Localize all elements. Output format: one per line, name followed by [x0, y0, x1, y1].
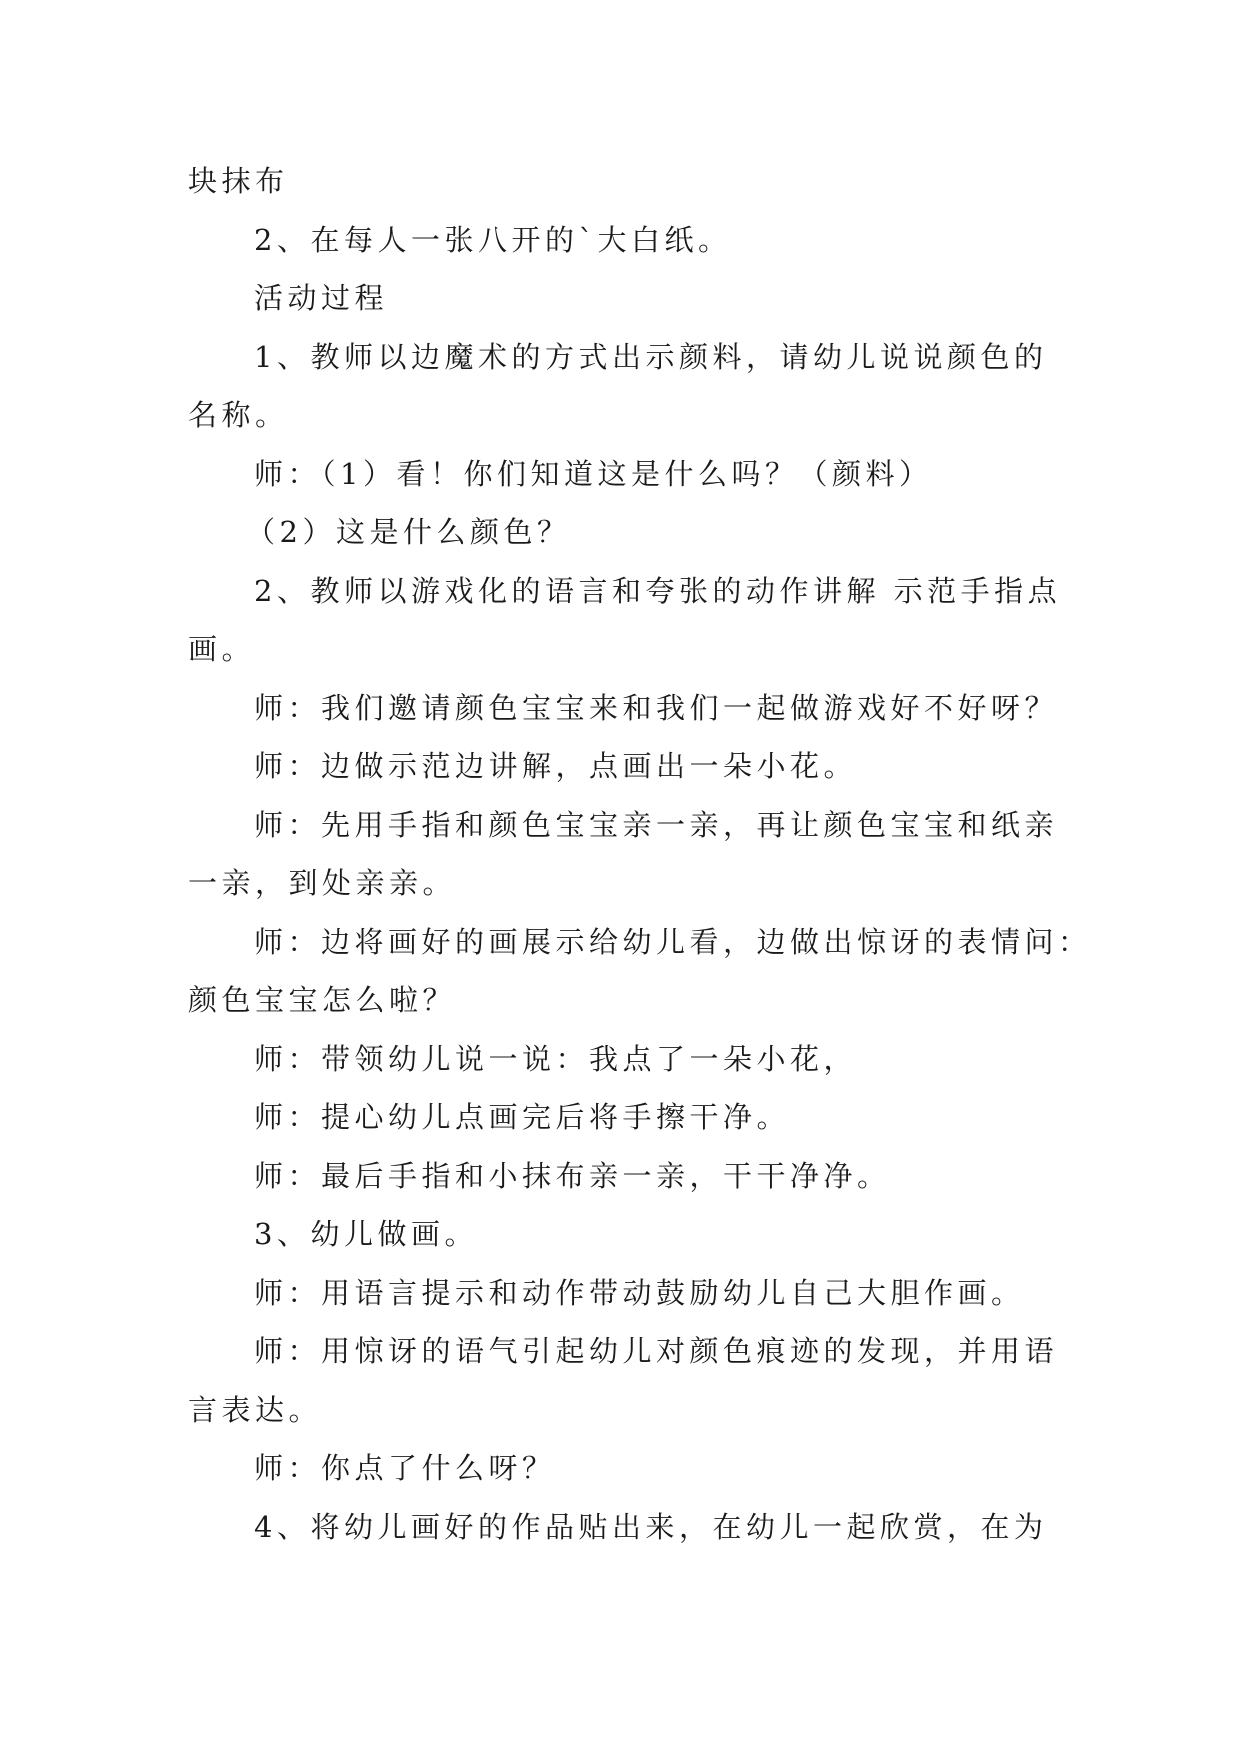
- text-line: 3、幼儿做画。: [254, 1217, 478, 1251]
- text-line: 2、在每人一张八开的`大白纸。: [254, 222, 732, 257]
- text-line: 名称。: [188, 398, 289, 432]
- text-line: 师：用语言提示和动作带动鼓励幼儿自己大胆作画。: [254, 1275, 1025, 1310]
- document-body: [188, 152, 1092, 1556]
- text-line: 4、将幼儿画好的作品贴出来，在幼儿一起欣赏，在为: [254, 1509, 1048, 1544]
- text-line: 1、教师以边魔术的方式出示颜料，请幼儿说说颜色的: [254, 339, 1048, 374]
- text-line: 师：你点了什么呀？: [254, 1451, 556, 1485]
- text-line: （2）这是什么颜色？: [246, 515, 571, 549]
- text-line: 师：提心幼儿点画完后将手擦干净。: [254, 1100, 791, 1134]
- text-line: 师：先用手指和颜色宝宝亲一亲，再让颜色宝宝和纸亲: [254, 807, 1059, 842]
- text-line: 师：带领幼儿说一说：我点了一朵小花，: [254, 1041, 858, 1076]
- text-line: 2、教师以游戏化的语言和夸张的动作讲解 示范手指点: [254, 573, 1062, 608]
- text-line: 言表达。: [188, 1392, 323, 1427]
- text-line: 颜色宝宝怎么啦？: [188, 983, 457, 1017]
- text-line: 师：（1）看！你们知道这是什么吗？（颜料）: [254, 456, 933, 491]
- text-line: 师：边做示范边讲解，点画出一朵小花。: [254, 749, 858, 783]
- section-heading: 活动过程: [254, 281, 389, 315]
- text-line: 师：边将画好的画展示给幼儿看，边做出惊讶的表情问：: [254, 924, 1092, 959]
- text-line: 师：最后手指和小抹布亲一亲，干干净净。: [254, 1158, 891, 1193]
- text-line: 一亲，到处亲亲。: [188, 866, 457, 900]
- text-line: 师：用惊讶的语气引起幼儿对颜色痕迹的发现，并用语: [254, 1334, 1059, 1368]
- text-line: 师：我们邀请颜色宝宝来和我们一起做游戏好不好呀？: [254, 690, 1059, 725]
- text-line: 块抹布: [188, 164, 289, 198]
- text-line: 画。: [188, 632, 256, 666]
